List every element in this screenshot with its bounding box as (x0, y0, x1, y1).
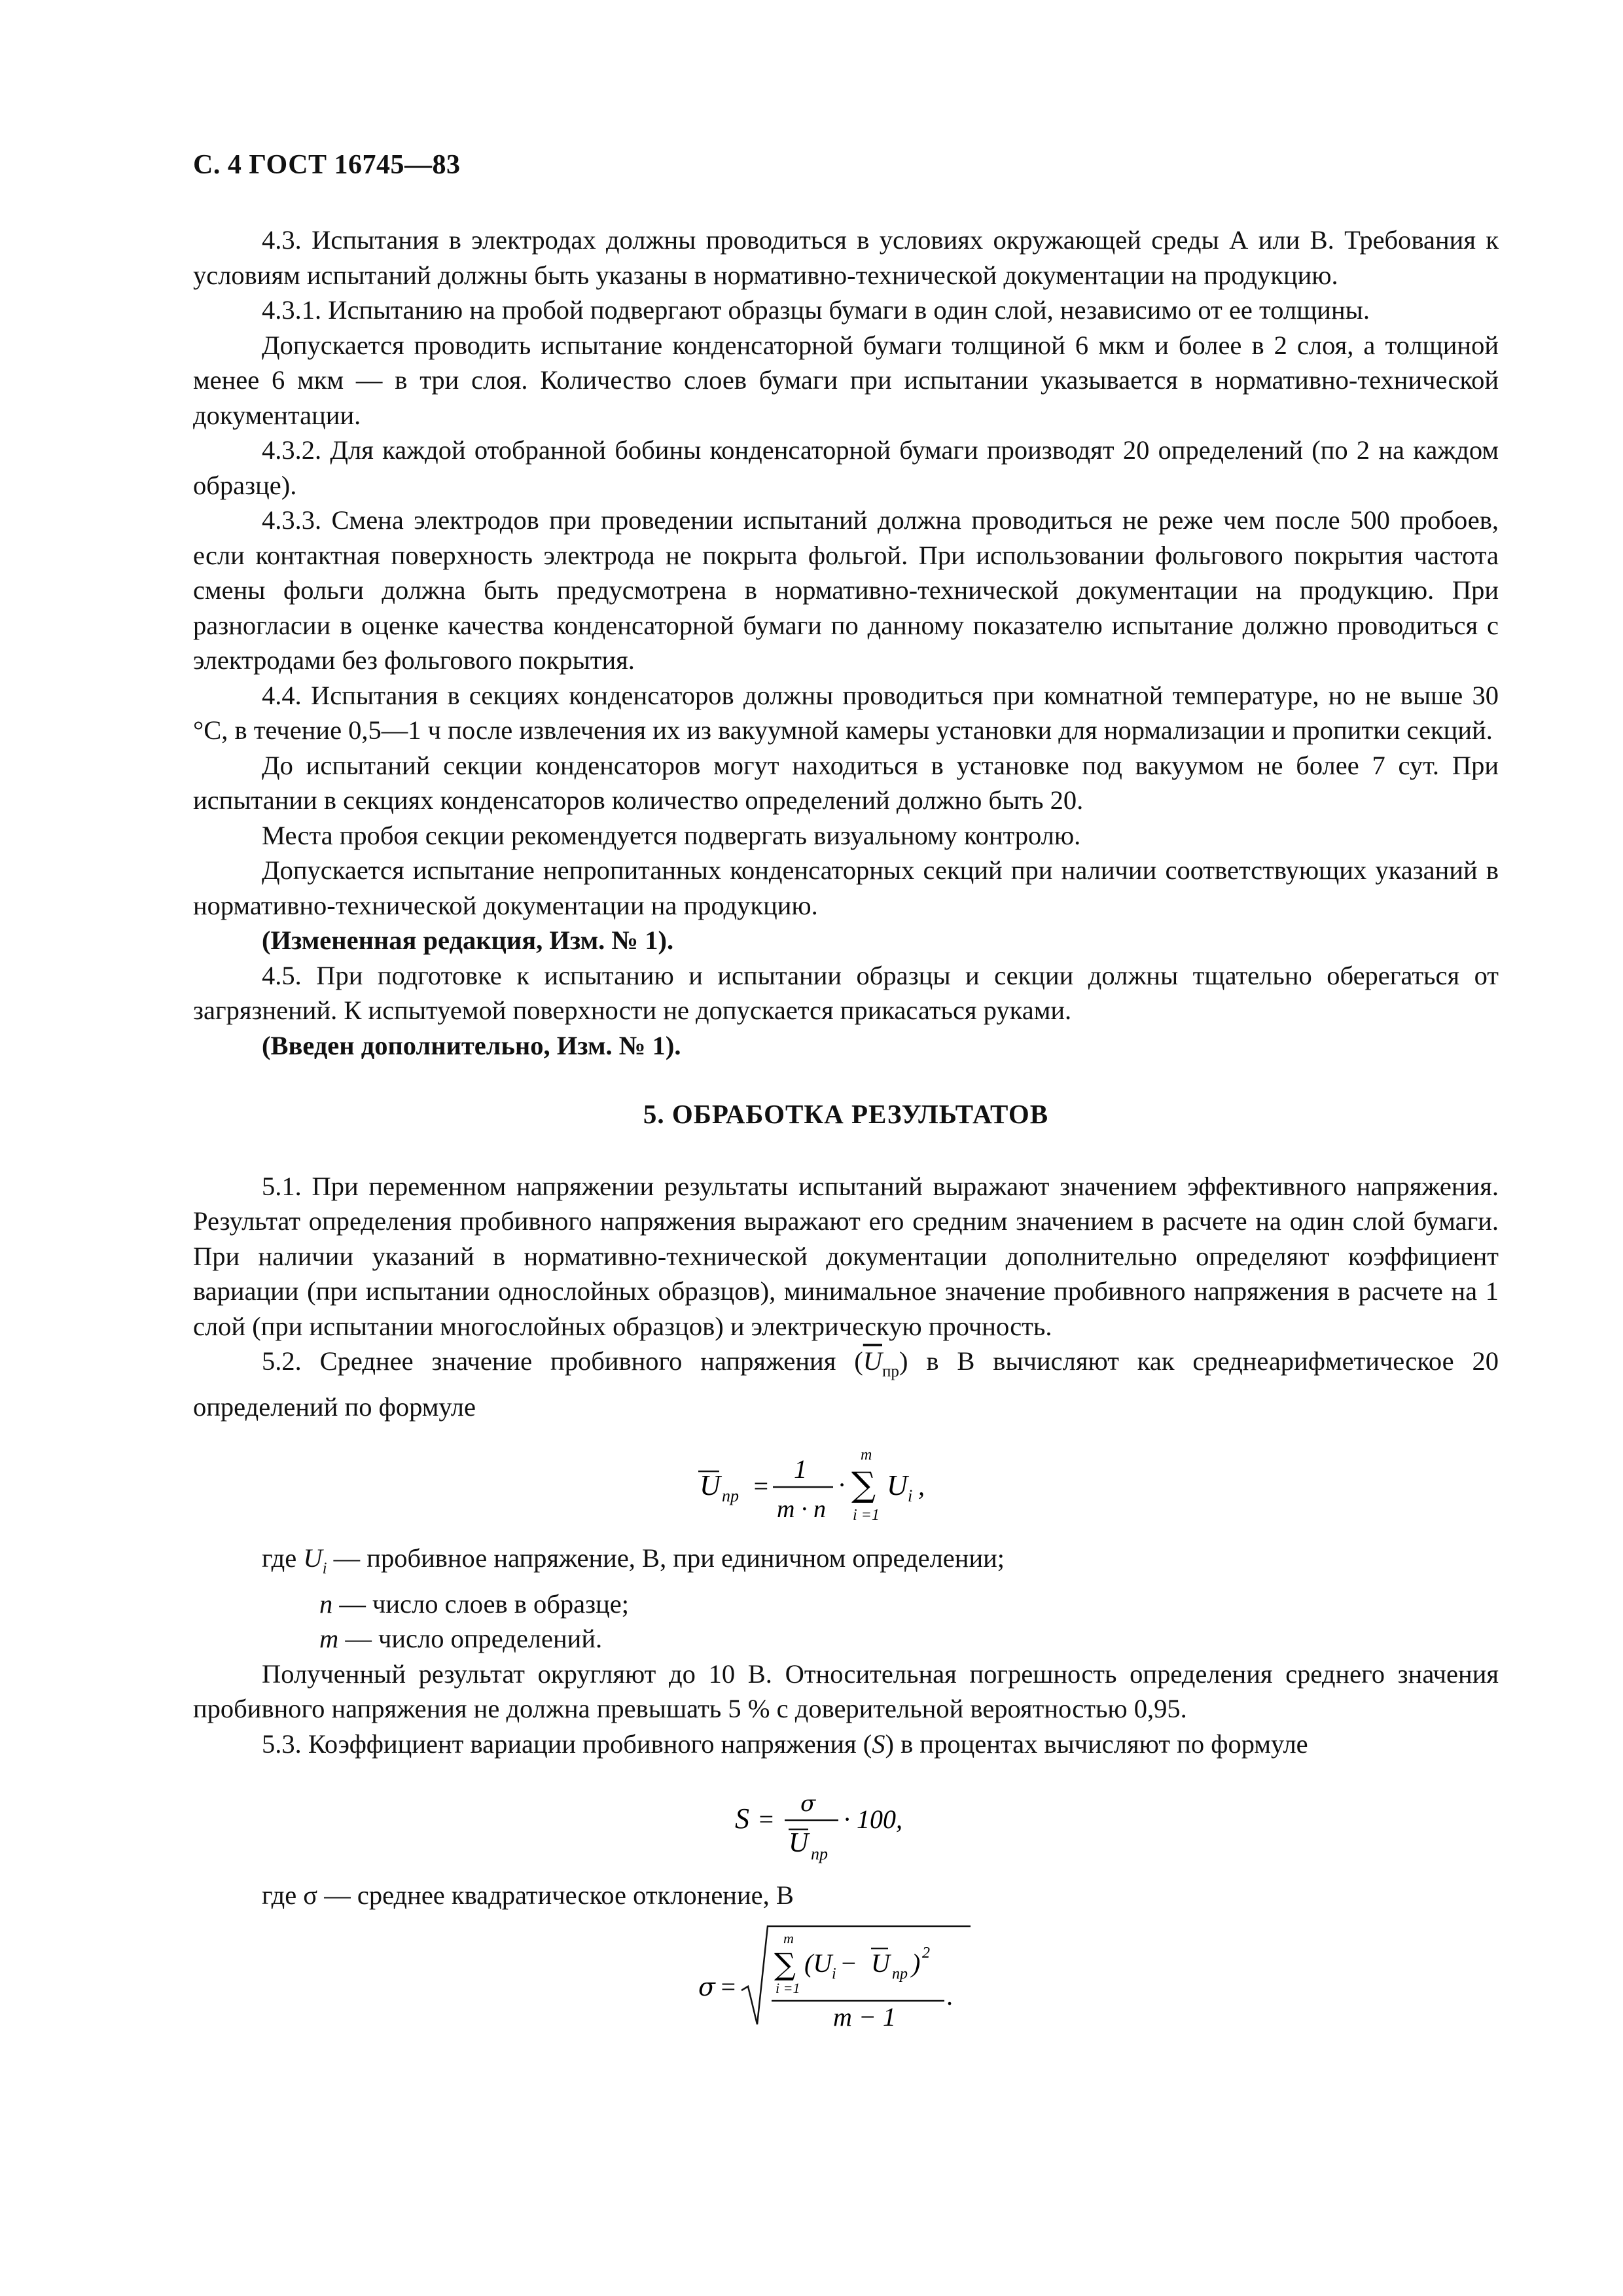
f2-equals: = (757, 1804, 775, 1834)
where-ui-symbol: U (303, 1543, 323, 1573)
paragraph-4-3-2: 4.3.2. Для каждой отобранной бобины конденсаторной бумаги производят 20 определений (по 2 на каждом образце). (193, 435, 1499, 500)
f2-numerator: σ (800, 1791, 815, 1817)
paragraph-5-3-text-b: ) в процентах вычисляют по формуле (885, 1729, 1308, 1759)
paragraph-5-1: 5.1. При переменном напряжении результаты испытаний выражают значением эффективного напряжения. Результат определения пробивного напряжения выражают его средним значением в расчете на один слой бумаги. При наличии указаний в нормативно-технической документации дополнительно определяют коэффициент вариации (при испытании однослойных образцов), минимальное значение пробивного напряжения в расчете на 1 слой (при испытании многослойных образцов) и электрическую прочность. (193, 1171, 1499, 1341)
f1-numerator: 1 (793, 1454, 807, 1484)
page-header: С. 4 ГОСТ 16745—83 (193, 150, 461, 180)
f1-dot: · (838, 1470, 845, 1499)
f2-den-symbol: U (788, 1828, 808, 1858)
f1-tail: , (918, 1471, 925, 1501)
where-ui-prefix: где (262, 1543, 304, 1573)
where-ui-line (193, 1541, 1499, 1587)
f3-sum-lower: i =1 (775, 1979, 800, 1996)
paragraph-4-3-1-cont: Допускается проводить испытание конденсаторной бумаги толщиной 6 мкм и более в 2 слоя, а толщиной менее 6 мкм — в три слоя. Количество слоев бумаги при испытании указывается в нормативно-технической документации. (193, 330, 1499, 430)
paragraph-4-4: 4.4. Испытания в секциях конденсаторов должны проводиться при комнатной температуре, но не выше 30 °С, в течение 0,5—1 ч после извлечения их из вакуумной камеры установки для нормализации и пропитки секций. (193, 680, 1499, 745)
amendment-note-2: (Введен дополнительно, Изм. № 1). (262, 1030, 681, 1060)
f1-sum-lower: i =1 (852, 1507, 880, 1524)
u-pr-subscript: пр (882, 1363, 899, 1380)
u-pr-symbol (863, 1346, 882, 1376)
f3-sum-upper: m (783, 1929, 794, 1946)
f3-sum-sign: ∑ (774, 1946, 796, 1982)
paragraph-4-3-1: 4.3.1. Испытанию на пробой подвергают образцы бумаги в один слой, независимо от ее толщины. (262, 295, 1370, 325)
section-title-5: 5. ОБРАБОТКА РЕЗУЛЬТАТОВ (643, 1099, 1049, 1129)
paragraph-5-2-result: Полученный результат округляют до 10 В. Относительная погрешность определения среднего значения пробивного напряжения не должна превышать 5 % с доверительной вероятностью 0,95. (193, 1659, 1499, 1723)
f3-denominator: m − 1 (832, 2001, 896, 2032)
f3-lhs: σ (698, 1972, 715, 2001)
paragraph-5-3-text-a: 5.3. Коэффициент вариации пробивного напряжения ( (262, 1729, 872, 1759)
where-m-text: — число определений. (338, 1624, 603, 1653)
paragraph-4-4-cont1: До испытаний секции конденсаторов могут находиться в установке под вакуумом не более 7 сут. При испытании в секциях конденсаторов количество определений должно быть 20. (193, 750, 1499, 815)
f1-sum-upper: m (860, 1446, 872, 1463)
paragraph-5-3 (193, 1727, 1499, 1762)
formula-std-deviation-graphic (696, 1920, 997, 2036)
formula-mean-voltage-graphic (696, 1431, 997, 1534)
paragraph-4-3-3: 4.3.3. Смена электродов при проведении испытаний должна проводиться не реже чем после 500 пробоев, если контактная поверхность электрода не покрыта фольгой. При использовании фольгового покрытия частота смены фольги должна быть предусмотрена в нормативно-технической документации на продукцию. При разногласии в оценке качества конденсаторной бумаги по данному показателю испытание должно проводиться с электродами без фольгового покрытия. (193, 505, 1499, 675)
f3-num-minus: − (839, 1948, 857, 1978)
where-ui-subscript: i (322, 1560, 327, 1577)
f1-term: U (886, 1469, 908, 1501)
f2-tail: · 100, (843, 1804, 902, 1834)
f3-num-close: ) (911, 1948, 920, 1978)
f2-lhs: S (734, 1803, 749, 1835)
amendment-note-1: (Измененная редакция, Изм. № 1). (262, 925, 674, 955)
where-m-symbol: m (319, 1624, 339, 1653)
f1-lhs-symbol: U (699, 1469, 721, 1501)
f3-num-power: 2 (921, 1944, 930, 1962)
f3-num-symbol: U (870, 1948, 890, 1978)
f2-den-subscript: пр (810, 1844, 828, 1863)
where-n-line (193, 1587, 1499, 1622)
where-ui-text: — пробивное напряжение, В, при единичном определении; (327, 1543, 1005, 1573)
f3-equals: = (719, 1971, 737, 2001)
f1-denominator: m · n (776, 1496, 826, 1523)
f3-num-subscript: пр (891, 1965, 908, 1982)
formula-mean-voltage (193, 1431, 1499, 1534)
paragraph-4-4-cont2: Места пробоя секции рекомендуется подвергать визуальному контролю. (262, 820, 1081, 850)
f1-term-subscript: i (907, 1486, 912, 1505)
f1-equals: = (751, 1471, 770, 1501)
u-symbol: $\overline{U}$ (863, 1346, 882, 1376)
where-n-text: — число слоев в образце; (332, 1588, 629, 1619)
f3-num-open: (U (804, 1948, 832, 1978)
where-n-symbol: n (319, 1588, 333, 1619)
f1-lhs-subscript: пр (721, 1486, 739, 1505)
paragraph-5-2-text-b: ) в В вычисляют как среднеарифметическое 20 определений по формуле (193, 1346, 1499, 1422)
formula-variation-coefficient-graphic (728, 1768, 964, 1871)
formula-std-deviation (193, 1920, 1499, 2036)
f1-sum-sign: ∑ (851, 1465, 876, 1505)
f3-tail: . (946, 1981, 954, 2011)
paragraph-4-5: 4.5. При подготовке к испытанию и испытании образцы и секции должны тщательно оберегаться от загрязнений. К испытуемой поверхности не допускается прикасаться руками. (193, 960, 1499, 1025)
paragraph-5-2 (193, 1344, 1499, 1424)
where-m-line (193, 1621, 1499, 1657)
paragraph-4-3: 4.3. Испытания в электродах должны проводиться в условиях окружающей среды А или В. Требования к условиям испытаний должны быть указаны в нормативно-технической документации на продукцию. (193, 225, 1499, 290)
paragraph-5-2-text-a: 5.2. Среднее значение пробивного напряжения ( (262, 1346, 863, 1376)
where-sigma-line: где σ — среднее квадратическое отклонение, В (262, 1880, 794, 1910)
f3-num-subscript-i: i (831, 1965, 836, 1982)
s-symbol: S (872, 1729, 885, 1759)
paragraph-4-4-cont3: Допускается испытание непропитанных конденсаторных секций при наличии соответствующих указаний в нормативно-технической документации на продукцию. (193, 855, 1499, 920)
formula-variation-coefficient (193, 1768, 1499, 1871)
document-body (193, 223, 1499, 2043)
